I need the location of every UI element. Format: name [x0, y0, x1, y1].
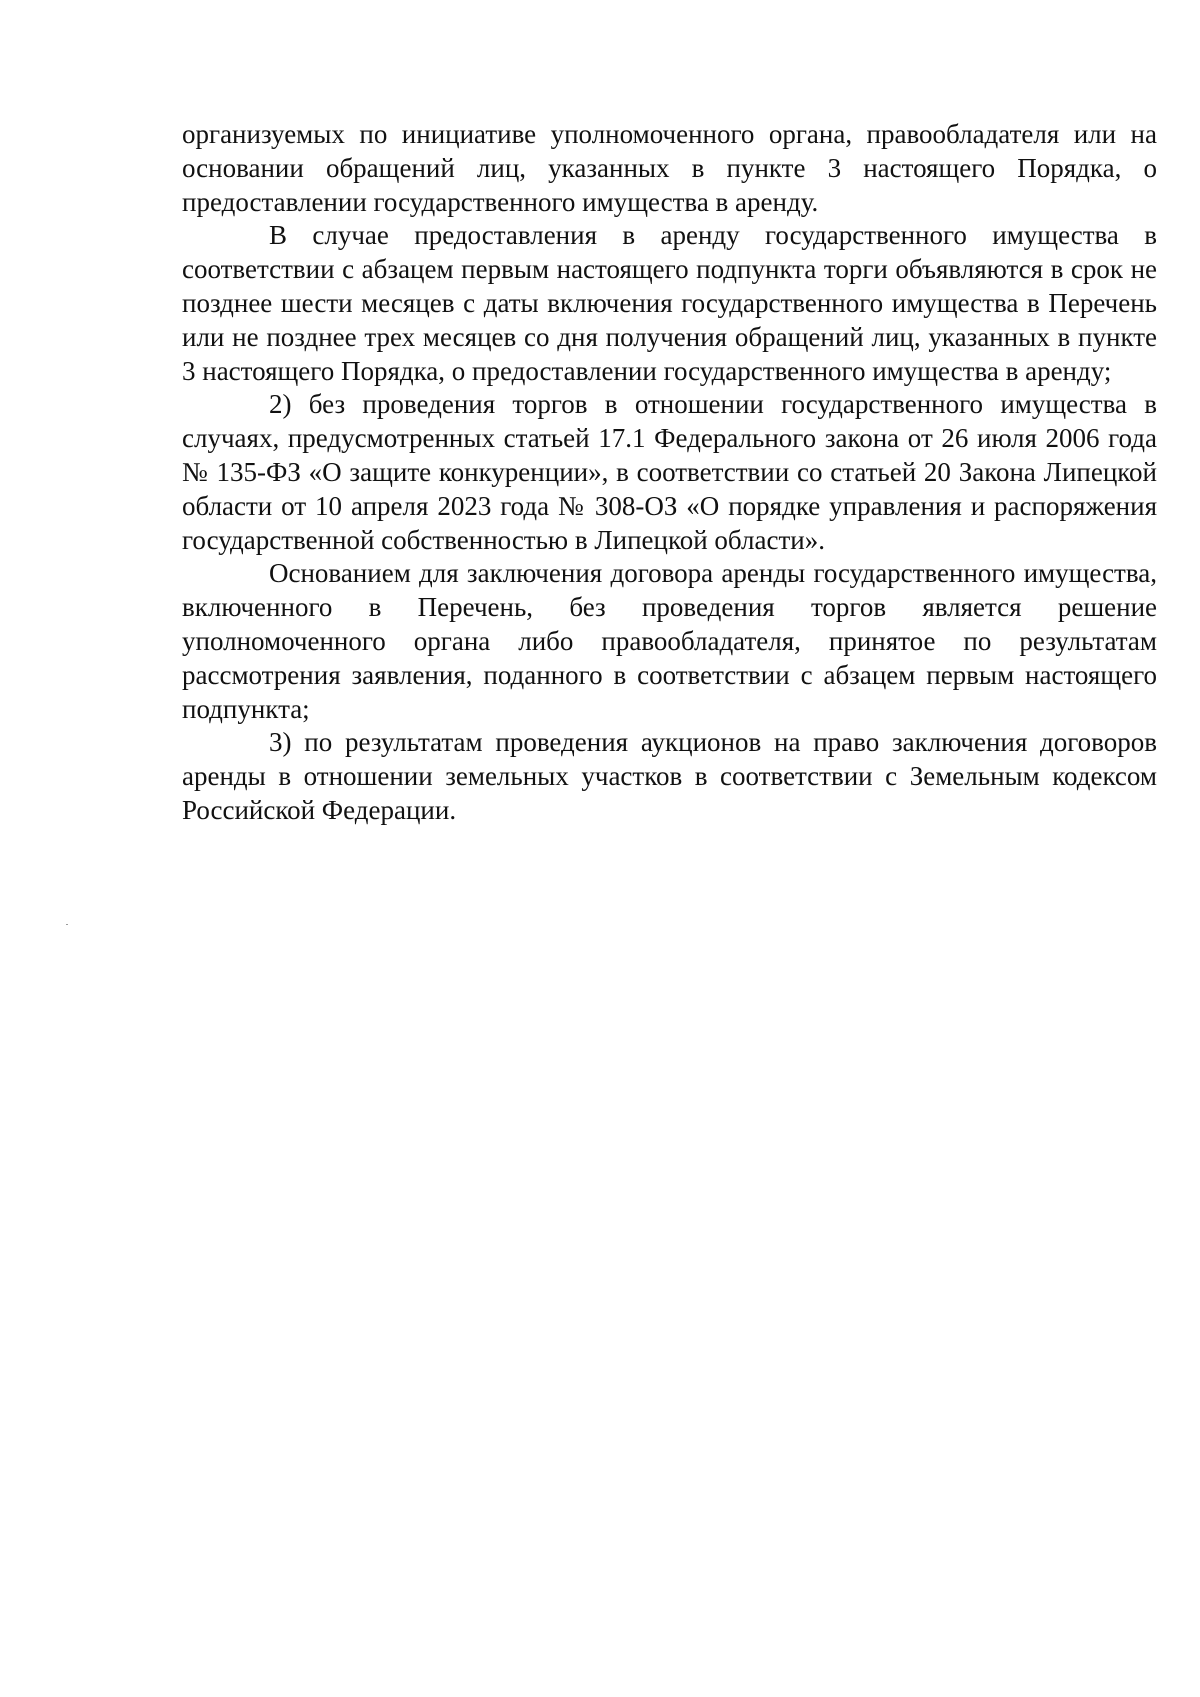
- paragraph-lease-basis: Основанием для заключения договора аренды государственного имущества, включенного в Перечень, без проведения торгов является решение уполномоченного органа либо правообладателя, принятое по результатам рассмотрения заявления, поданного в соответствии с абзацем первым настоящего подпункта;: [182, 558, 1157, 724]
- scan-speck: [66, 924, 68, 925]
- paragraph-item-2: 2) без проведения торгов в отношении государственного имущества в случаях, предусмотренных статьей 17.1 Федерального закона от 26 июля 2006 года № 135-ФЗ «О защите конкуренции», в соответствии со статьей 20 Закона Липецкой области от 10 апреля 2023 года № 308-ОЗ «О порядке управления и распоряжения государственной собственностью в Липецкой области».: [182, 389, 1157, 555]
- document-body: [182, 118, 1157, 828]
- paragraph-item-3: 3) по результатам проведения аукционов на право заключения договоров аренды в отношении земельных участков в соответствии с Земельным кодексом Российской Федерации.: [182, 727, 1157, 825]
- paragraph-tender-deadline: В случае предоставления в аренду государственного имущества в соответствии с абзацем первым настоящего подпункта торги объявляются в срок не позднее шести месяцев с даты включения государственного имущества в Перечень или не позднее трех месяцев со дня получения обращений лиц, указанных в пункте 3 настоящего Порядка, о предоставлении государственного имущества в аренду;: [182, 220, 1157, 386]
- paragraph-continuation: организуемых по инициативе уполномоченного органа, правообладателя или на основании обращений лиц, указанных в пункте 3 настоящего Порядка, о предоставлении государственного имущества в аренду.: [182, 119, 1157, 217]
